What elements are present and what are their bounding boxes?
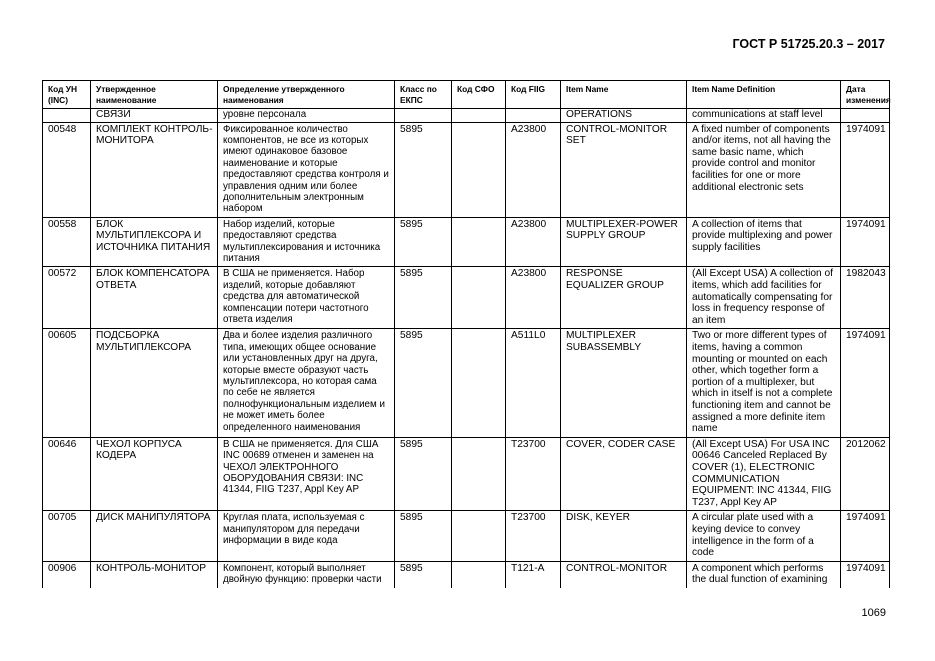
cell-code: 00646 bbox=[43, 437, 91, 511]
cell-change-date: 1974091 bbox=[841, 217, 890, 267]
header-change-date: Дата изменения bbox=[841, 81, 890, 109]
cell-approved-name: ПОДСБОРКА МУЛЬТИПЛЕКСОРА bbox=[91, 329, 218, 437]
cell-approved-name: БЛОК КОМПЕНСАТОРА ОТВЕТА bbox=[91, 267, 218, 329]
cell-approved-name: КОМПЛЕКТ КОНТРОЛЬ-МОНИТОРА bbox=[91, 122, 218, 217]
cell-sfo-code bbox=[452, 561, 506, 588]
table-row bbox=[43, 122, 890, 217]
cell-fiig-code: T121-A bbox=[506, 561, 561, 588]
cell-item-name-definition: communications at staff level bbox=[687, 109, 841, 123]
cell-item-name: OPERATIONS bbox=[561, 109, 687, 123]
document-header: ГОСТ Р 51725.20.3 – 2017 bbox=[732, 37, 885, 51]
cell-sfo-code bbox=[452, 217, 506, 267]
cell-approved-name: ЧЕХОЛ КОРПУСА КОДЕРА bbox=[91, 437, 218, 511]
cell-definition: Набор изделий, которые предоставляют средства мультиплексирования и источника питания bbox=[218, 217, 395, 267]
table-row bbox=[43, 267, 890, 329]
header-fiig-code: Код FIIG bbox=[506, 81, 561, 109]
header-ekps-class: Класс по ЕКПС bbox=[395, 81, 452, 109]
cell-ekps-class: 5895 bbox=[395, 437, 452, 511]
cell-approved-name: СВЯЗИ bbox=[91, 109, 218, 123]
cell-approved-name: ДИСК МАНИПУЛЯТОРА bbox=[91, 511, 218, 561]
cell-fiig-code: T23700 bbox=[506, 511, 561, 561]
cell-code: 00605 bbox=[43, 329, 91, 437]
header-item-name-definition: Item Name Definition bbox=[687, 81, 841, 109]
cell-ekps-class: 5895 bbox=[395, 267, 452, 329]
cell-change-date: 1974091 bbox=[841, 329, 890, 437]
table-row bbox=[43, 217, 890, 267]
cell-item-name: MULTIPLEXER SUBASSEMBLY bbox=[561, 329, 687, 437]
header-definition: Определение утвержденного наименования bbox=[218, 81, 395, 109]
cell-definition: Два и более изделия различного типа, имеющих общее основание или установленных друг на друга, которые вместе образуют часть мультиплексора, но которая сама по себе не является полнофункциональным изделием и не может иметь более определенного наименования bbox=[218, 329, 395, 437]
cell-ekps-class: 5895 bbox=[395, 561, 452, 588]
cell-fiig-code: A23800 bbox=[506, 267, 561, 329]
cell-sfo-code bbox=[452, 267, 506, 329]
header-item-name: Item Name bbox=[561, 81, 687, 109]
cell-ekps-class: 5895 bbox=[395, 511, 452, 561]
cell-item-name-definition: A circular plate used with a keying device to convey intelligence in the form of a code bbox=[687, 511, 841, 561]
table-row bbox=[43, 561, 890, 588]
cell-definition: Компонент, который выполняет двойную функцию: проверки части bbox=[218, 561, 395, 588]
cell-fiig-code: T23700 bbox=[506, 437, 561, 511]
cell-item-name-definition: (All Except USA) A collection of items, which add facilities for automatically compensating for loss in frequency response of an item bbox=[687, 267, 841, 329]
continuation-row bbox=[43, 109, 890, 123]
cell-item-name: DISK, KEYER bbox=[561, 511, 687, 561]
cell-item-name: CONTROL-MONITOR bbox=[561, 561, 687, 588]
cell-item-name: RESPONSE EQUALIZER GROUP bbox=[561, 267, 687, 329]
table-header-row bbox=[43, 81, 890, 109]
cell-change-date bbox=[841, 109, 890, 123]
cell-item-name: COVER, CODER CASE bbox=[561, 437, 687, 511]
cell-sfo-code bbox=[452, 122, 506, 217]
cell-ekps-class: 5895 bbox=[395, 122, 452, 217]
cell-sfo-code bbox=[452, 109, 506, 123]
cell-sfo-code bbox=[452, 437, 506, 511]
cell-definition: уровне персонала bbox=[218, 109, 395, 123]
cell-change-date: 2012062 bbox=[841, 437, 890, 511]
cell-sfo-code bbox=[452, 511, 506, 561]
header-approved-name: Утвержденное наименование bbox=[91, 81, 218, 109]
cell-fiig-code: A511L0 bbox=[506, 329, 561, 437]
cell-definition: Круглая плата, используемая с манипулятором для передачи информации в виде кода bbox=[218, 511, 395, 561]
cell-approved-name: КОНТРОЛЬ-МОНИТОР bbox=[91, 561, 218, 588]
cell-code: 00705 bbox=[43, 511, 91, 561]
cell-fiig-code: A23800 bbox=[506, 217, 561, 267]
page-number: 1069 bbox=[861, 607, 886, 619]
table-row bbox=[43, 511, 890, 561]
cell-change-date: 1974091 bbox=[841, 561, 890, 588]
cell-definition: Фиксированное количество компонентов, не все из которых имеют одинаковое базовое наименование и которые предоставляют средства контроля и управления одним или более дополнительным электронным набором bbox=[218, 122, 395, 217]
header-sfo-code: Код СФО bbox=[452, 81, 506, 109]
cell-item-name-definition: Two or more different types of items, having a common mounting or mounted on each other, which together form a portion of a multiplexer, but which in itself is not a complete functioning item and cannot be assigned a more definite item name bbox=[687, 329, 841, 437]
table-row bbox=[43, 437, 890, 511]
cell-definition: В США не применяется. Для США INC 00689 отменен и заменен на ЧЕХОЛ ЭЛЕКТРОННОГО ОБОРУДОВАНИЯ СВЯЗИ: INC 41344, FIIG T237, Appl Key AP bbox=[218, 437, 395, 511]
cell-change-date: 1974091 bbox=[841, 511, 890, 561]
cell-code: 00906 bbox=[43, 561, 91, 588]
cell-change-date: 1982043 bbox=[841, 267, 890, 329]
cell-approved-name: БЛОК МУЛЬТИПЛЕКСОРА И ИСТОЧНИКА ПИТАНИЯ bbox=[91, 217, 218, 267]
cell-item-name-definition: A component which performs the dual function of examining bbox=[687, 561, 841, 588]
cell-item-name-definition: A fixed number of components and/or items, not all having the same basic name, which provide control and monitor facilities for one or more additional electronic sets bbox=[687, 122, 841, 217]
cell-code bbox=[43, 109, 91, 123]
table-row bbox=[43, 329, 890, 437]
nomenclature-table bbox=[42, 80, 890, 588]
cell-ekps-class: 5895 bbox=[395, 217, 452, 267]
header-code: Код УН (INC) bbox=[43, 81, 91, 109]
cell-code: 00558 bbox=[43, 217, 91, 267]
cell-fiig-code bbox=[506, 109, 561, 123]
cell-code: 00548 bbox=[43, 122, 91, 217]
cell-ekps-class: 5895 bbox=[395, 329, 452, 437]
cell-change-date: 1974091 bbox=[841, 122, 890, 217]
cell-item-name: MULTIPLEXER-POWER SUPPLY GROUP bbox=[561, 217, 687, 267]
cell-code: 00572 bbox=[43, 267, 91, 329]
cell-item-name-definition: A collection of items that provide multiplexing and power supply facilities bbox=[687, 217, 841, 267]
cell-fiig-code: A23800 bbox=[506, 122, 561, 217]
cell-item-name-definition: (All Except USA) For USA INC 00646 Canceled Replaced By COVER (1), ELECTRONIC COMMUNICATION EQUIPMENT: INC 41344, FIIG T237, Appl Key AP bbox=[687, 437, 841, 511]
cell-definition: В США не применяется. Набор изделий, которые добавляют средства для автоматической компенсации потери частотного ответа изделия bbox=[218, 267, 395, 329]
cell-item-name: CONTROL-MONITOR SET bbox=[561, 122, 687, 217]
cell-ekps-class bbox=[395, 109, 452, 123]
cell-sfo-code bbox=[452, 329, 506, 437]
